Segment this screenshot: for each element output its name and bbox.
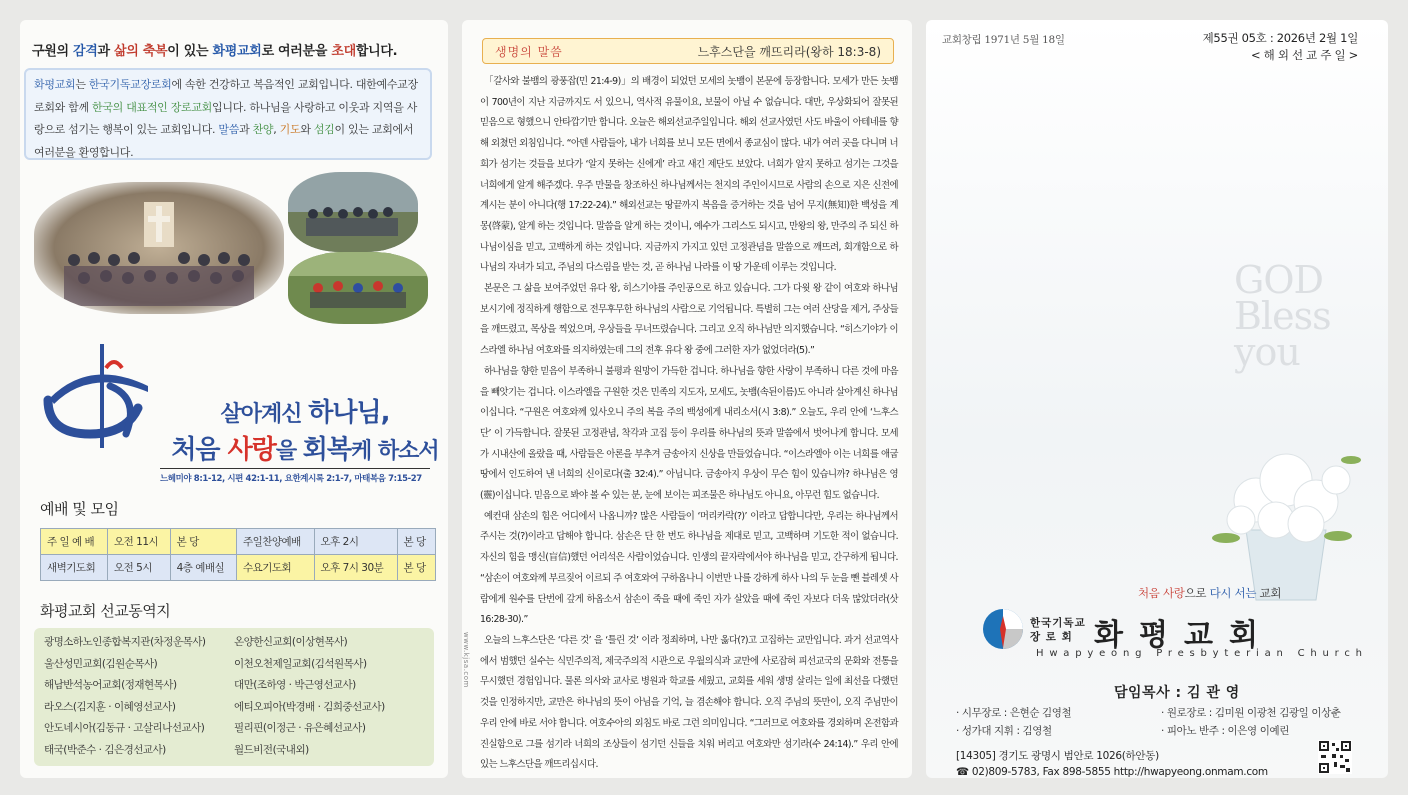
church-address: [14305] 경기도 광명시 범안로 1026(하안동): [956, 750, 1159, 762]
mission-section-title: 화평교회 선교동역지: [40, 602, 171, 620]
headline-part: 합니다.: [355, 44, 398, 59]
table-cell: 오전 5시: [108, 555, 171, 581]
table-row: [41, 555, 436, 581]
list-item: 안도네시아(김동규 · 고살리나선교사): [44, 722, 205, 734]
printer-url: www.kjsa.com: [462, 632, 470, 688]
list-item: 광명소하노인종합복지관(차정운목사): [44, 636, 206, 648]
staff-list: [956, 704, 1366, 740]
congregation-photo: [34, 182, 284, 314]
table-cell: 4층 예배실: [170, 555, 236, 581]
table-cell: 본 당: [397, 555, 436, 581]
table-cell: 오후 2시: [314, 529, 397, 555]
staff-item: · 시무장로 : 은현순 김영철: [956, 707, 1072, 719]
intro-text: ,: [273, 123, 280, 136]
motto-text: 다시 서는: [1209, 586, 1257, 600]
issue-number: 제55권 05호 : 2026년 2월 1일: [1202, 31, 1358, 45]
list-item: 대만(조하영 · 박근영선교사): [234, 679, 356, 691]
table-row: [41, 529, 436, 555]
sermon-panel: [462, 20, 912, 778]
denomination-text: 한국기독교: [1030, 617, 1086, 629]
info-panel: [20, 20, 448, 778]
slogan-text: 케 하소서: [351, 439, 439, 464]
headline-part: 과: [97, 44, 115, 59]
intro-text: 이 있는 교회에서 여러분을 환영합니다.: [34, 123, 414, 159]
staff-row: [956, 704, 1366, 722]
intro-text: 찬양: [252, 123, 274, 136]
intro-text: 에 속한 건강하고 복음적인 교회입니다. 대한예수교장로회와 함께: [34, 78, 418, 114]
motto-text: 교회: [1256, 586, 1282, 600]
flower-vase-illustration: [1186, 420, 1376, 610]
staff-item: · 원로장로 : 김미원 이광천 김광일 이상춘: [1161, 707, 1341, 719]
outdoor-group-photo: [288, 172, 418, 252]
staff-item: · 피아노 반주 : 이은영 이예린: [1161, 725, 1289, 737]
contact-info: [956, 748, 1268, 778]
watermark-text: you: [1234, 330, 1300, 374]
watermark-text: GOD: [1234, 258, 1323, 302]
slogan-text: 처음: [171, 435, 228, 465]
worship-section-title: 예배 및 모임: [40, 500, 119, 518]
sermon-paragraph: 「갈사와 불뱀의 광풍잡(민 21:4-9)」의 배경이 되었던 모세의 놋뱀이 본문에 등장합니다. 모세가 만든 놋뱀이 700년이 지난 지금까지도 서 있으니, 역사적 유물이요, 보물이 아닐 수 없습니다. 대만, 우상화되어 잘못된 믿음으로 형했으니 안타깝기만 합니다. 오늘은 해외선교주일입니다. 해외 선교사였던 사도 바울이 아테네를 향해 외쳤던 외침입니다. “아덴 사람들아, 내가 너희를 보니 모든 면에서 종교심이 많다. 내가 여러 곳을 다니며 너희가 섬기는 것들을 보다가 ‘알지 못하는 신에게’ 라고 새긴 제단도 보았다. 너희가 알지 못하고 섬기는 그것을 너희에게 알게 해주겠다. 우주 만물을 창조하신 하나님께서는 천지의 주인이시므로 사람의 손으로 지은 신전에 계시는 분이 아니다(행 17:22-24).” 해외선교는 땅끝까지 복음을 증거하는 것을 넘어 무지(無知)한 백성을 계몽(啓蒙), 알게 하는 것입니다. 말씀을 알게 하는 것이니, 예수가 그리스도 되시고, 만왕의 왕, 만주의 주 되신 하나님이심을 믿고, 고백하게 하는 것입니다. 지금까지 가지고 있던 고정관념을 말씀으로 깨뜨려, 회개함으로 하나님의 자녀가 되고, 주님의 다스림을 받는 것, 곧 하나님 나라를 이 땅 가운데 이루는 것입니다.: [480, 76, 898, 274]
mission-partners-box: [34, 628, 434, 766]
sermon-section-label: 생명의 말씀: [495, 44, 563, 59]
intro-text: 한국의 대표적인 장로교회: [92, 100, 213, 114]
worship-schedule-table: [40, 528, 436, 581]
slogan-text: 회복: [302, 435, 351, 465]
sermon-body: [480, 72, 898, 776]
staff-row: [956, 722, 1366, 740]
headline-highlight: 삶의 축복: [114, 44, 168, 59]
issue-info: [1203, 30, 1358, 64]
motto-text: 처음 사랑: [1138, 586, 1185, 600]
yearly-slogan: [160, 392, 448, 466]
list-item: 온양한신교회(이상현목사): [234, 636, 348, 648]
list-item: 라오스(김지훈 · 이혜영선교사): [44, 700, 176, 713]
list-item: 필리핀(이정근 · 유은혜선교사): [234, 722, 366, 734]
church-masthead: [976, 600, 1376, 660]
slogan-text: 사랑: [227, 435, 276, 465]
church-emblem-icon: [982, 608, 1024, 650]
sermon-title: 느후스단을 깨뜨리라(왕하 18:3-8): [697, 44, 881, 59]
sermon-title-bar: [482, 38, 894, 64]
church-english-name: Hwapyeong Presbyterian Church: [1036, 648, 1368, 659]
intro-text: 말씀: [218, 123, 240, 136]
headline-highlight: 감격: [73, 44, 98, 59]
list-item: 에티오피아(박경배 · 김희중선교사): [234, 700, 385, 713]
headline-part: 로 여러분을: [261, 44, 332, 59]
intro-text: 기도: [279, 123, 301, 136]
sermon-paragraph: 오늘의 느후스단은 ‘다른 것’ 을 ‘틀린 것’ 이라 정죄하며, 나만 옳다(?)고 고집하는 교만입니다. 과거 선교역사에서 범했던 실수는 식민주의적, 제국주의적 시관으로 우월의식과 교만에 사로잡혀 피선교국의 문화와 전통을 무시했던 경험입니다. 물론 의사와 교사로 병원과 학교를 세웠고, 교회를 세워 생명 살리는 일에 최선을 다했던 것을 인정하지만, 교만은 하나님의 뜻이 아님을 기억, 늘 겸손해야 합니다. 오직 주님의 뜻만이, 오직 주님만이 우리 안에 바로 서야 합니다. 여호수아의 외침도 바로 그런 의미입니다. “그러므로 여호와를 경외하며 온전함과 진실함으로 그를 섬기라 너희의 조상들이 섬기던 신들을 치워 버리고 여호와만 섬기라(수 24:14).” 우리 안에 있는 느후스단을 깨뜨리십시다.: [480, 634, 898, 771]
list-item: 울산성민교회(김원순목사): [44, 657, 158, 670]
sermon-paragraph: 예컨대 삼손의 힘은 어디에서 나옵니까? 많은 사람들이 ‘머리카락(?)’ 이라고 답합니다만, 우리는 하나님께서 주시는 것(?)이라고 답해야 합니다. 삼손은 단 한 번도 하나님을 제대로 믿고, 고백하며 기도한 적이 없습니다. 자신의 힘을 맹신(盲信)했던 어리석은 사람이었습니다. 인생의 끝자락에서야 하나님을 믿고, 간구하게 됩니다. “삼손이 여호와께 부르짖어 이르되 주 여호와여 구하옵나니 이번만 나를 강하게 하사 나의 두 눈을 뺀 블레셋 사람에게 원수를 단번에 갚게 하옵소서 삼손이 죽을 때에 죽인 자가 살았을 때에 죽인 자보다 더욱 많았더라(삿 16:28-30).”: [480, 510, 898, 626]
qr-code-icon[interactable]: [1318, 740, 1352, 774]
table-cell: 주 일 예 배: [41, 529, 108, 555]
sermon-paragraph: 하나님을 향한 믿음이 부족하니 불평과 원망이 가득한 겁니다. 하나님을 향한 사랑이 부족하니 다른 것에 마음을 빼앗기는 겁니다. 이스라엘을 구원한 것은 민족의 지도자, 모세도, 놋뱀(속된이름)도 아니라 살아계신 하나님이십니다. “구원은 여호와께 있사오니 주의 복을 주의 백성에게 내리소서(시 3:8).” 오늘도, 우리 안에 ‘느후스단’ 이 가득합니다. 잘못된 고정관념, 착각과 고집 등이 우리를 하나님의 뜻과 말씀에서 벗어나게 합니다. 모세가 시내산에 올랐을 때, 사람들은 아론을 부추겨 금송아지 신상을 만들었습니다. “이스라엘아 이는 너희를 애굽 땅에서 인도하여 낸 너희의 신이로다(출 32:4).” 아닙니다. 금송아지 우상이 무슨 힘이 있습니까? 하나님은 영(靈)이십니다. 믿음으로 봐야 볼 수 있는 분, 눈에 보이는 피조물은 하나님도 아니요, 아무런 힘도 없습니다.: [480, 365, 898, 502]
list-item: 이천오천제일교회(김석원목사): [234, 657, 367, 670]
table-cell: 본 당: [170, 529, 236, 555]
senior-pastor: 담임목사 : 김 관 영: [1114, 685, 1240, 701]
headline-part: 이 있는: [167, 44, 213, 59]
slogan-text: 살아계신: [220, 402, 309, 427]
church-name: 화평교회: [1094, 618, 1274, 653]
intro-text: 과: [239, 123, 253, 136]
table-cell: 본 당: [397, 529, 436, 555]
table-cell: 오후 7시 30분: [314, 555, 397, 581]
motto-text: 으로: [1184, 586, 1210, 600]
church-phone-web: ☎ 02)809-5783, Fax 898-5855 http://hwapyeong.onmam.com: [956, 766, 1268, 778]
intro-text: 화평교회: [34, 78, 76, 91]
church-cross-logo: [30, 338, 160, 458]
hiking-group-photo: [288, 252, 428, 324]
list-item: 월드비전(국내외): [234, 743, 309, 756]
church-intro-box: [24, 68, 432, 160]
table-cell: 새벽기도회: [41, 555, 108, 581]
intro-text: 입니다. 하나님을 사랑하고 이웃과 지역을 사랑으로 섬기는 행복이 있는 교회입니다.: [34, 100, 418, 136]
intro-text: 섬김: [313, 123, 335, 136]
intro-text: 는: [75, 78, 89, 91]
welcome-headline: [32, 40, 397, 59]
headline-highlight: 화평교회: [212, 44, 262, 59]
headline-highlight: 초대: [331, 44, 356, 59]
table-cell: 수요기도회: [236, 555, 314, 581]
intro-text: 와: [300, 123, 314, 136]
intro-text: 한국기독교장로회: [88, 78, 172, 91]
table-cell: 오전 11시: [108, 529, 171, 555]
denomination-text: 장 로 회: [1030, 631, 1073, 643]
founding-date: 교회창립 1971년 5월 18일: [942, 34, 1065, 46]
table-cell: 주일찬양예배: [236, 529, 314, 555]
list-item: 해남반석농어교회(정재현목사): [44, 679, 177, 691]
headline-part: 구원의: [32, 44, 73, 59]
slogan-text: 을: [275, 439, 303, 464]
slogan-text: 하나님,: [308, 398, 390, 428]
cover-panel: [926, 20, 1388, 778]
watermark-text: Bless: [1234, 294, 1331, 338]
scripture-references: 느헤미야 8:1-12, 시편 42:1-11, 요한계시록 2:1-7, 마태복음 7:15-27: [160, 468, 430, 484]
sermon-paragraph: 본문은 그 삶을 보여주었던 유다 왕, 히스기야를 주인공으로 하고 있습니다. 그가 다윗 왕 같이 여호와 하나님 보시기에 정직하게 행함으로 전무후무한 하나님의 사람으로 기억됩니다. 특별히 그는 여러 산당을 제거, 주상들을 깨뜨렸고, 목상을 찍었으며, 우상들을 무너뜨렸습니다. 그리고 오직 하나님만 의지했습니다. “히스기야가 이스라엘 하나님 여호와를 의지하였는데 그의 전후 유다 왕 중에 그러한 자가 없었더라(5).”: [480, 283, 898, 357]
god-bless-you-watermark: [1234, 258, 1331, 374]
list-item: 태국(박준수 · 김은경선교사): [44, 743, 166, 756]
sunday-theme: < 해 외 선 교 주 일 >: [1250, 48, 1358, 62]
staff-item: · 성가대 지휘 : 김영철: [956, 725, 1052, 737]
church-motto: [1138, 585, 1281, 601]
denomination-label: [1030, 616, 1086, 644]
